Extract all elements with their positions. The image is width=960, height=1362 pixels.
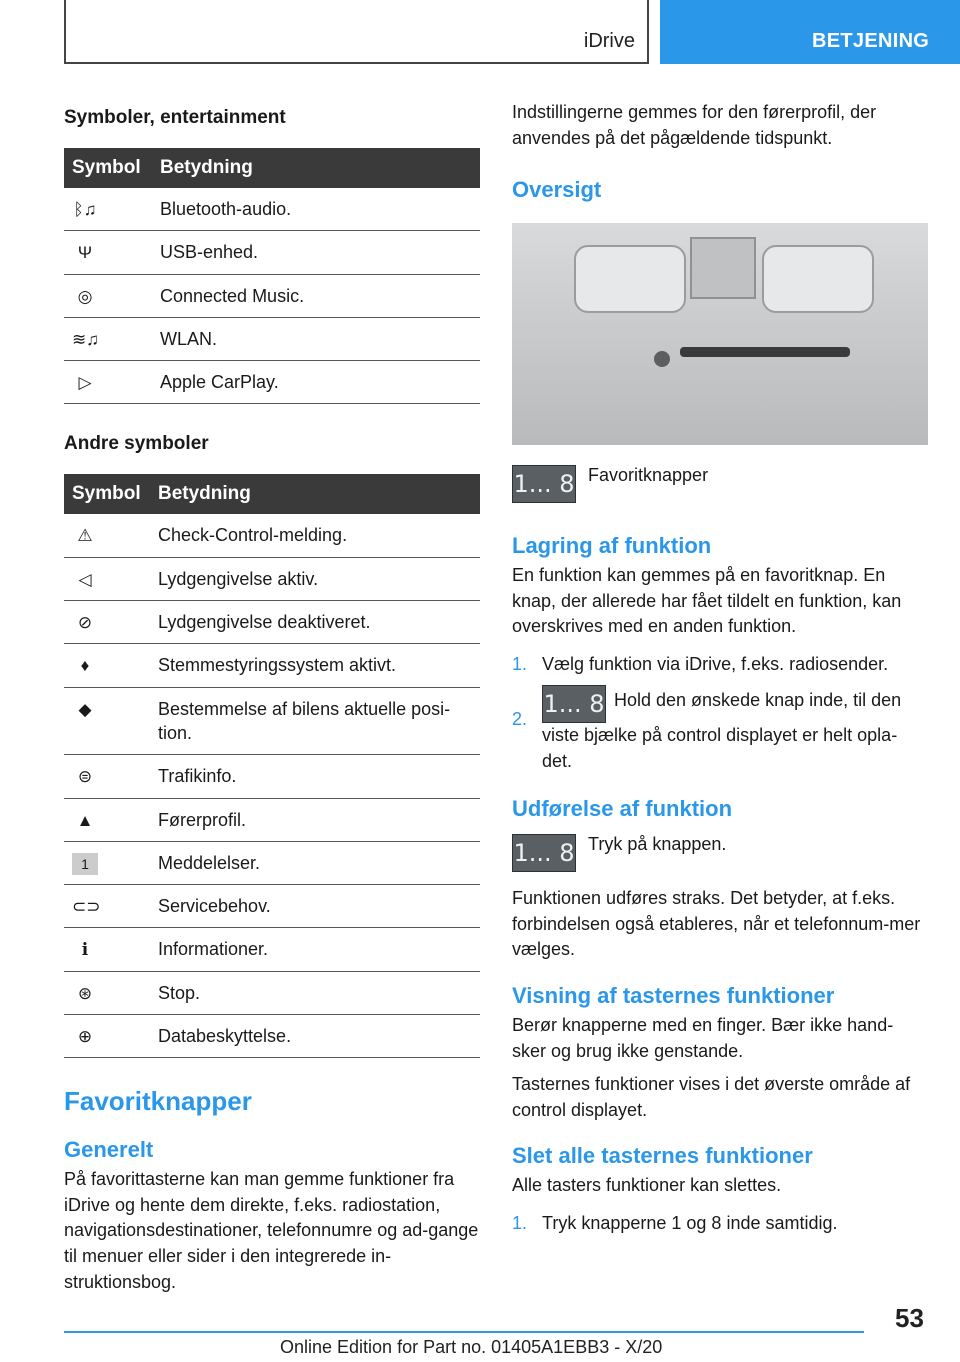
- table-row: [64, 755, 480, 798]
- row-text: Lydgengivelse aktiv.: [150, 557, 480, 600]
- header-chapter-tab: [660, 0, 960, 64]
- favorites-caption: Favoritknapper: [588, 465, 709, 486]
- list-item: [512, 652, 924, 678]
- page-number: 53: [895, 1303, 924, 1333]
- microphone-icon: ♦: [80, 656, 90, 676]
- step-text: Tryk knapperne 1 og 8 inde samtidig.: [542, 1212, 838, 1233]
- table-row: [64, 644, 480, 687]
- bluetooth-audio-icon: ᛒ♫: [73, 200, 97, 219]
- display-title: Visning af tasternes funktioner: [512, 983, 835, 1009]
- save-title: Lagring af funktion: [512, 533, 712, 559]
- other-symbols-table: [64, 474, 480, 1058]
- row-text: Databeskyttelse.: [150, 1015, 480, 1058]
- table-row: [64, 1015, 480, 1058]
- row-text: Lydgengivelse deaktiveret.: [150, 601, 480, 644]
- exec-text: Funktionen udføres straks. Det betyder, at f.eks. forbindelsen også etableres, når et telefonnum-mer vælges.: [512, 888, 921, 960]
- delete-title: Slet alle tasternes funktioner: [512, 1143, 813, 1169]
- delete-text: Alle tasters funktioner kan slettes.: [512, 1175, 782, 1196]
- favorite-buttons-badge: 1... 8: [542, 685, 606, 723]
- favorite-buttons-badge: 1... 8: [512, 465, 576, 503]
- usb-icon: Ψ: [77, 243, 93, 263]
- info-icon: i: [81, 940, 89, 961]
- center-display: [690, 237, 756, 299]
- save-text: En funktion kan gemmes på en favoritknap. En knap, der allerede har fået tildelt en funktion, kan overskrives med en anden funktion.: [512, 565, 902, 637]
- row-text: Bestemmelse af bilens aktuelle posi-tion.: [150, 687, 480, 755]
- carplay-icon: ▷: [78, 373, 92, 393]
- row-text: Stemmestyringssystem aktivt.: [150, 644, 480, 687]
- favorites-caption-row: [512, 465, 924, 503]
- footer-divider: [64, 1331, 864, 1333]
- general-title: Generelt: [64, 1137, 154, 1163]
- service-car-icon: ⊂⊃: [72, 897, 101, 917]
- table-row: [64, 885, 480, 928]
- other-col-symbol: Symbol: [64, 474, 150, 514]
- display-text-1: Berør knapperne med en finger. Bær ikke hand-sker og brug ikke genstande.: [512, 1015, 894, 1061]
- save-steps: [512, 652, 924, 775]
- location-icon: ◆: [78, 699, 92, 719]
- stop-icon: ⊛: [77, 983, 93, 1003]
- dashboard-photo: [512, 223, 928, 445]
- favorite-buttons-badge: 1... 8: [512, 834, 576, 872]
- row-text: Stop.: [150, 971, 480, 1014]
- delete-steps: [512, 1211, 924, 1237]
- volume-knob: [654, 351, 670, 367]
- driver-profile-icon: ▲: [76, 810, 94, 830]
- row-text: Apple CarPlay.: [152, 361, 480, 404]
- display-text-2: Tasternes funktioner vises i det øverste område af control displayet.: [512, 1074, 911, 1120]
- right-column: [512, 100, 924, 1236]
- table-row: [64, 274, 480, 317]
- table-row: [64, 514, 480, 557]
- data-protection-icon: ⊕: [77, 1027, 93, 1047]
- header-section: iDrive: [583, 30, 635, 52]
- step-text: Vælg funktion via iDrive, f.eks. radiosender.: [542, 653, 889, 674]
- row-text: USB-enhed.: [152, 231, 480, 274]
- table-row: [64, 361, 480, 404]
- header-chapter: BETJENING: [812, 30, 930, 52]
- step-number: 1.: [512, 653, 528, 674]
- header-left: [64, 0, 649, 64]
- table-row: [64, 188, 480, 231]
- left-column: [64, 100, 480, 1295]
- overview-title: Oversigt: [512, 177, 602, 203]
- connected-music-icon: ◎: [77, 286, 93, 306]
- entertainment-col-symbol: Symbol: [64, 148, 152, 188]
- row-text: Trafikinfo.: [150, 755, 480, 798]
- exec-caption-row: [512, 834, 924, 872]
- row-text: Check-Control-melding.: [150, 514, 480, 557]
- traffic-info-icon: ⊜: [77, 767, 93, 787]
- table-row: [64, 971, 480, 1014]
- favorites-title: Favoritknapper: [64, 1086, 252, 1117]
- entertainment-title: Symboler, entertainment: [64, 107, 286, 128]
- wlan-icon: ≋♫: [72, 329, 99, 349]
- list-item: [512, 685, 924, 774]
- row-text: Servicebehov.: [150, 885, 480, 928]
- step-text: Hold den ønskede knap inde, til den viste bjælke på control displayet er helt opla-det.: [542, 690, 902, 771]
- step-number: 2.: [512, 709, 528, 730]
- exec-caption: Tryk på knappen.: [588, 834, 727, 855]
- warning-triangle-icon: ⚠: [77, 526, 93, 546]
- intro-text: Indstillingerne gemmes for den førerprofil, der anvendes på det pågældende tidspunkt.: [512, 102, 877, 148]
- favorite-buttons-strip: [680, 347, 850, 357]
- row-text: WLAN.: [152, 317, 480, 360]
- entertainment-table: [64, 148, 480, 404]
- exec-title: Udførelse af funktion: [512, 796, 733, 822]
- table-row: [64, 601, 480, 644]
- row-text: Meddelelser.: [150, 841, 480, 884]
- speaker-icon: ◁: [78, 569, 92, 589]
- row-text: Connected Music.: [152, 274, 480, 317]
- table-row: [64, 687, 480, 755]
- step-number: 1.: [512, 1212, 528, 1233]
- row-text: Førerprofil.: [150, 798, 480, 841]
- row-text: Bluetooth-audio.: [152, 188, 480, 231]
- table-row: [64, 841, 480, 884]
- row-text: Informationer.: [150, 928, 480, 971]
- general-text: På favorittasterne kan man gemme funktioner fra iDrive og hente dem direkte, f.eks. radiostation, navigationsdestinationer, telefonnumre og ad-gange til menuer eller sider i den integrerede in-struktionsbog.: [64, 1169, 479, 1292]
- table-row: [64, 798, 480, 841]
- table-row: [64, 928, 480, 971]
- left-air-vent: [574, 245, 686, 313]
- other-col-meaning: Betydning: [150, 474, 480, 514]
- edition-link[interactable]: Online Edition for Part no. 01405A1EBB3 - X/20: [280, 1337, 663, 1357]
- table-row: [64, 317, 480, 360]
- list-item: [512, 1211, 924, 1237]
- speaker-muted-icon: ⊘: [77, 613, 93, 633]
- messages-icon: 1: [72, 853, 98, 875]
- table-row: [64, 231, 480, 274]
- entertainment-col-meaning: Betydning: [152, 148, 480, 188]
- table-row: [64, 557, 480, 600]
- other-symbols-title: Andre symboler: [64, 433, 209, 455]
- right-air-vent: [762, 245, 874, 313]
